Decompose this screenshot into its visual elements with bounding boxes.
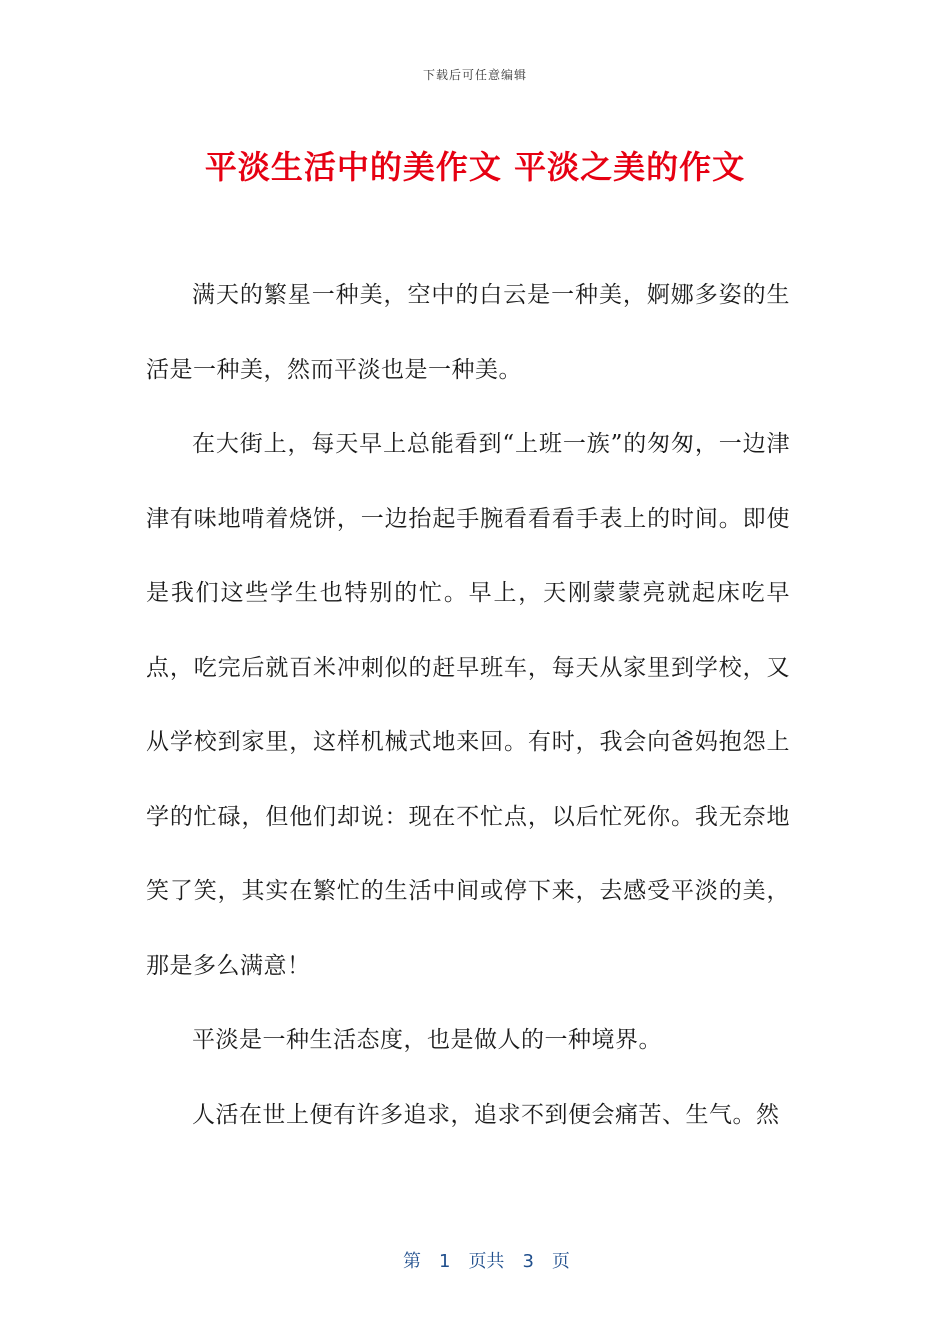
header-note: 下载后可任意编辑 xyxy=(422,68,527,82)
page-footer xyxy=(0,1226,950,1294)
page-prefix: 第 xyxy=(402,1251,421,1272)
paragraph-4: 人活在世上便有许多追求，追求不到便会痛苦、生气。然 xyxy=(192,1101,780,1128)
document-title: 平淡生活中的美作文 平淡之美的作文 xyxy=(204,148,746,186)
current-page-number: 1 xyxy=(438,1251,451,1272)
total-pages-number: 3 xyxy=(522,1251,534,1272)
page-middle: 页共 xyxy=(468,1251,505,1272)
page-suffix: 页 xyxy=(551,1251,570,1272)
document-body xyxy=(146,258,790,1152)
paragraph-2: 在大街上，每天早上总能看到“上班一族”的匆匆，一边津津有味地啃着烧饼，一边抬起手腕看看看手表上的时间。即使是我们这些学生也特别的忙。早上，天刚蒙蒙亮就起床吃早点，吃完后就百米冲刺似的赶早班车，每天从家里到学校，又从学校到家里，这样机械式地来回。有时，我会向爸妈抱怨上学的忙碌，但他们却说：现在不忙点，以后忙死你。我无奈地笑了笑，其实在繁忙的生活中间或停下来，去感受平淡的美，那是多么满意！ xyxy=(146,431,790,979)
paragraph-1: 满天的繁星一种美，空中的白云是一种美，婀娜多姿的生活是一种美，然而平淡也是一种美。 xyxy=(146,282,790,383)
paragraph-3: 平淡是一种生活态度，也是做人的一种境界。 xyxy=(192,1027,662,1053)
